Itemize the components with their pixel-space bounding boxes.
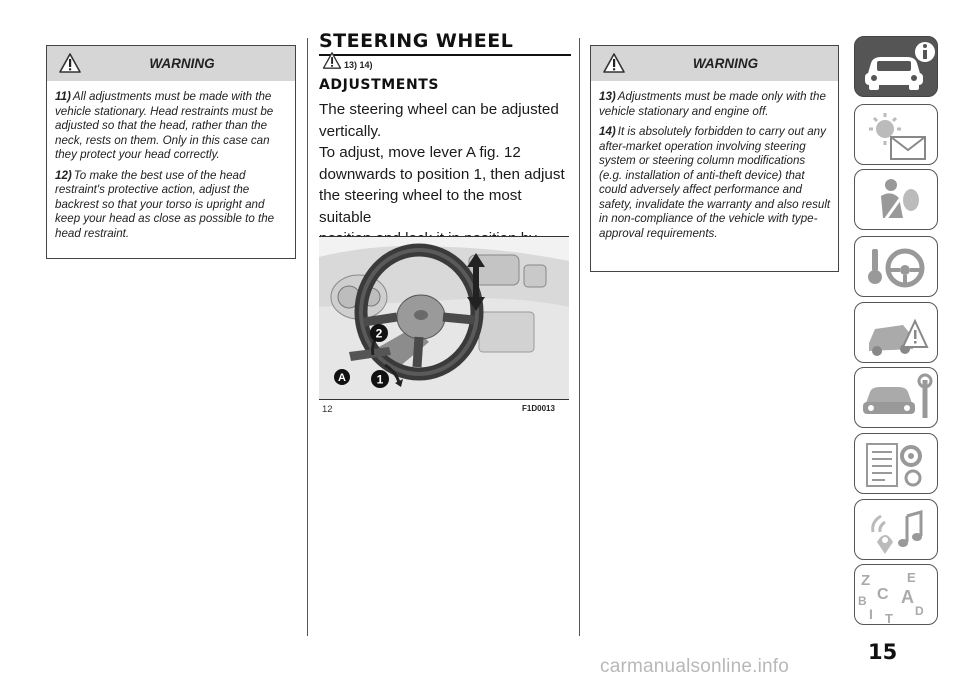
safety-airbag-icon	[855, 170, 939, 231]
multimedia-icon	[855, 500, 939, 561]
body-paragraph: The steering wheel can be adjusted vertically. To adjust, move lever A fig. 12 downwards to position 1, then adjust the steering wheel to the most suitable	[319, 101, 565, 226]
warning-body	[591, 81, 838, 255]
tab-index[interactable]	[854, 564, 938, 625]
tab-car-info[interactable]	[854, 36, 938, 97]
index-letters-icon	[855, 565, 939, 626]
tab-safety[interactable]	[854, 169, 938, 230]
figure-code: F1D0013	[522, 404, 555, 413]
warning-lights-icon	[855, 105, 939, 166]
svg-text:D: D	[915, 604, 924, 618]
warning-references: 13) 14)	[344, 60, 373, 70]
warning-header	[591, 46, 838, 81]
warning-title: WARNING	[692, 56, 759, 71]
warning-triangle-icon	[322, 52, 342, 69]
warning-body	[47, 81, 295, 255]
svg-text:I: I	[869, 606, 873, 622]
section-title: STEERING WHEEL	[319, 30, 571, 56]
svg-text:Z: Z	[861, 572, 871, 589]
column-divider	[579, 38, 580, 636]
svg-text:E: E	[907, 570, 916, 585]
warning-box-left	[46, 45, 296, 259]
subsection-title: ADJUSTMENTS	[319, 77, 440, 93]
warning-item: 14) It is absolutely forbidden to carry out any after-market operation involving steering system or steering column modifications (e.g. installation of anti-theft device) that could adversely affect performance and safety, invalidate the warranty and also result in non-compliance of the vehicle with type-approval requirements.	[599, 125, 831, 240]
watermark[interactable]: carmanualsonline.info	[600, 656, 790, 677]
page-number: 15	[868, 640, 898, 664]
callout-a: A	[338, 372, 346, 384]
steering-wheel-illustration	[319, 237, 569, 399]
svg-text:B: B	[858, 594, 867, 608]
tab-multimedia[interactable]	[854, 499, 938, 560]
technical-data-icon	[855, 434, 939, 495]
tab-maintenance[interactable]	[854, 367, 938, 428]
car-maintenance-icon	[855, 368, 939, 429]
svg-text:A: A	[901, 587, 914, 607]
key-steering-icon	[855, 237, 939, 298]
warning-item: 12) To make the best use of the head restraint's protective action, adjust the backrest so that your torso is upright and keep your head as close as possible to the head restraint.	[55, 168, 275, 240]
svg-text:C: C	[877, 586, 889, 603]
column-divider	[307, 38, 308, 636]
svg-text:T: T	[885, 611, 893, 626]
emergency-crash-icon	[855, 303, 939, 364]
tab-emergency[interactable]	[854, 302, 938, 363]
warning-item: 13) Adjustments must be made only with the vehicle stationary and engine off.	[599, 90, 826, 118]
figure-number: 12	[322, 404, 333, 415]
callout-1: 1	[376, 372, 384, 387]
tab-starting-driving[interactable]	[854, 236, 938, 297]
callout-2: 2	[375, 326, 383, 341]
figure-bottom-rule	[319, 399, 569, 400]
car-info-icon	[855, 37, 939, 98]
warning-title: WARNING	[149, 56, 215, 71]
warning-box-right	[590, 45, 839, 272]
warning-header	[47, 46, 295, 81]
tab-warning-lights[interactable]	[854, 104, 938, 165]
warning-item: 11) All adjustments must be made with the vehicle stationary. Head restraints must be adjusted so that the head, rather than the neck, rests on them. Only in this case can they protect your head correctly.	[55, 90, 274, 161]
tab-technical-data[interactable]	[854, 433, 938, 494]
